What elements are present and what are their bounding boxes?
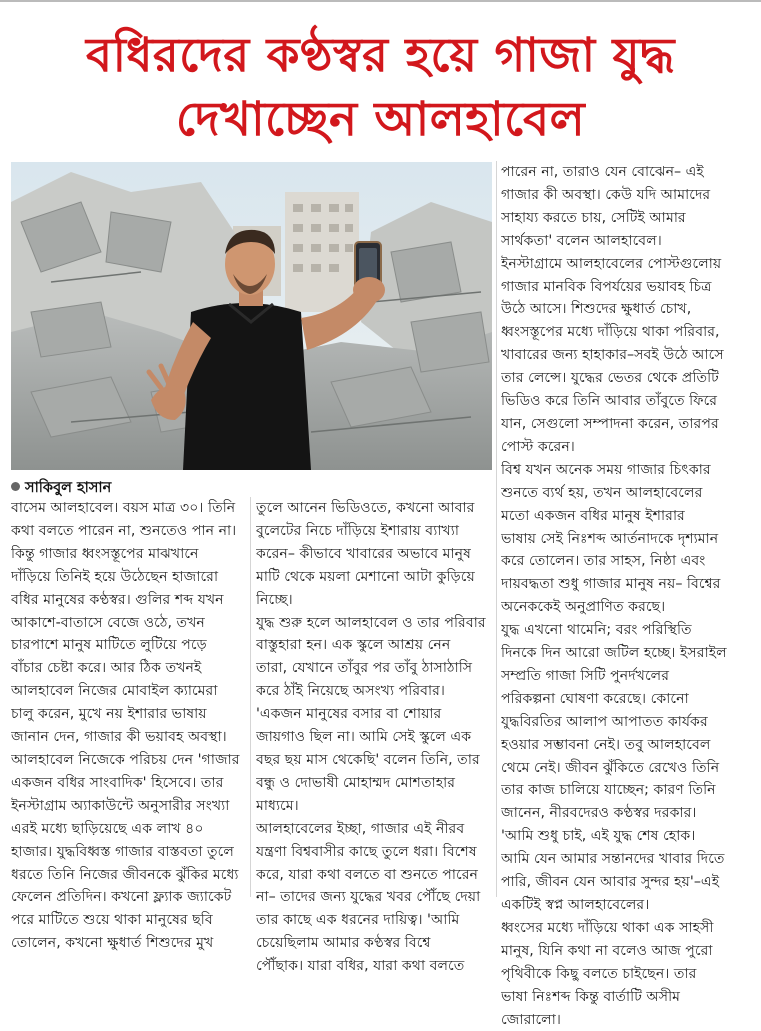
text-line: পৃথিবীকে কিছু বলতে চাইছেন। তার xyxy=(501,965,697,982)
text-line: তার কাছে এক ধরনের দায়িত্ব। 'আমি xyxy=(256,912,460,929)
text-line: যুদ্ধ এখনো থামেনি; বরং পরিস্থিতি xyxy=(501,622,692,639)
text-line: করে ঠাঁই নিয়েছে অসংখ্য পরিবার। xyxy=(256,683,446,700)
text-line: করে, যারা কথা বলতে বা শুনতে পারেন xyxy=(256,866,479,883)
text-line: পারেন না, তারাও যেন বোঝেন– এই xyxy=(501,164,704,180)
text-line: বছর ছয় মাস থেকেছি' বলেন তিনি, তার xyxy=(256,751,480,768)
headline xyxy=(0,24,761,152)
text-line: চারপাশে মানুষ মাটিতে লুটিয়ে পড়ে xyxy=(11,637,207,654)
text-line: তার লেন্সে। যুদ্ধের ভেতর থেকে প্রতিটি xyxy=(501,370,719,387)
text-line: করে তোলেন। তার সাহস, নিষ্ঠা এবং xyxy=(501,553,706,570)
text-line: তুলে আনেন ভিডিওতে, কখনো আবার xyxy=(256,500,475,516)
text-line: আলহাবেলের ইচ্ছা, গাজার এই নীরব xyxy=(256,820,465,837)
article-column-1 xyxy=(11,497,245,955)
text-line: অনেককেই অনুপ্রাণিত করছে। xyxy=(501,599,666,616)
text-line: আলহাবেল নিজের মোবাইল ক্যামেরা xyxy=(11,683,218,700)
text-line: করেন– কীভাবে খাবারের অভাবে মানুষ xyxy=(256,545,471,562)
text-line: ইনস্টাগ্রাম অ্যাকাউন্টে অনুসারীর সংখ্যা xyxy=(11,797,230,814)
text-line: পৌঁছাক। যারা বধির, যারা কথা বলতে xyxy=(256,958,465,975)
selfie-in-rubble-illustration xyxy=(11,162,492,470)
text-line: ভাষায় সেই নিঃশব্দ আর্তনাদকে দৃশ্যমান xyxy=(501,530,719,547)
text-line: নিচ্ছে। xyxy=(256,591,293,608)
text-line: পরে মাটিতে শুয়ে থাকা মানুষের ছবি xyxy=(11,912,213,929)
text-line: বিশ্ব যখন অনেক সময় গাজার চিৎকার xyxy=(501,461,711,478)
text-line: মাটি থেকে ময়লা মেশানো আটা কুড়িয়ে xyxy=(256,568,475,585)
text-line: ধ্বংসস্তূপের মধ্যে দাঁড়িয়ে থাকা পরিবার, xyxy=(501,324,720,341)
top-rule xyxy=(0,0,761,2)
text-line: একটিই স্বপ্ন আলহাবেলের। xyxy=(501,897,650,913)
text-line: বুলেটের নিচে দাঁড়িয়ে ইশারায় ব্যাখ্যা xyxy=(256,522,459,539)
text-line: কিন্তু গাজার ধ্বংসস্তূপের মাঝখানে xyxy=(11,545,199,562)
text-line: চেয়েছিলাম আমার কণ্ঠস্বর বিশ্বে xyxy=(256,935,431,952)
news-photo xyxy=(11,162,492,470)
text-line: আলহাবেল নিজেকে পরিচয় দেন 'গাজার xyxy=(11,751,240,768)
text-line: তার কাজ চালিয়ে যাচ্ছেন; কারণ তিনি xyxy=(501,782,716,799)
text-line: সম্প্রতি গাজা সিটি পুনর্দখলের xyxy=(501,667,670,684)
text-line: পোস্ট করেন। xyxy=(501,438,575,455)
text-line: দিনকে দিন আরো জটিল হচ্ছে। ইসরাইল xyxy=(501,645,727,662)
text-line: থেমে নেই। জীবন ঝুঁকিতে রেখেও তিনি xyxy=(501,759,720,776)
article-column-3 xyxy=(501,161,749,1031)
text-line: বাসেম আলহাবেল। বয়স মাত্র ৩০। তিনি xyxy=(11,500,236,516)
text-line: পারি, জীবন যেন আবার সুন্দর হয়'–এই xyxy=(501,874,720,891)
text-line: বধির মানুষের কণ্ঠস্বর। গুলির শব্দ যখন xyxy=(11,591,224,608)
text-line: কথা বলতে পারেন না, শুনতেও পান না। xyxy=(11,522,237,539)
bullet-icon xyxy=(11,482,20,491)
text-line: ভাষা নিঃশব্দ কিন্তু বার্তাটি অসীম xyxy=(501,988,681,1005)
text-line: ইনস্টাগ্রামে আলহাবেলের পোস্টগুলোয় xyxy=(501,255,722,272)
article-column-2 xyxy=(256,497,490,978)
text-line: শুনতে ব্যর্থ হয়, তখন আলহাবেলের xyxy=(501,484,703,501)
text-line: জানেন, নীরবদেরও কণ্ঠস্বর দরকার। xyxy=(501,805,697,822)
text-line: সার্থকতা' বলেন আলহাবেল। xyxy=(501,232,662,249)
text-line: ফেলেন প্রতিদিন। কখনো ফ্ল্যাক জ্যাকেট xyxy=(11,889,232,906)
column-divider-1 xyxy=(250,497,251,897)
text-line: হাজার। যুদ্ধবিধ্বস্ত গাজার বাস্তবতা তুলে xyxy=(11,843,234,860)
text-line: জায়গাও ছিল না। আমি সেই স্কুলে এক xyxy=(256,729,472,746)
text-line: যান, সেগুলো সম্পাদনা করেন, তারপর xyxy=(501,415,719,432)
text-line: না– তাদের জন্য যুদ্ধের খবর পৌঁছে দেয়া xyxy=(256,889,481,906)
text-line: আমি যেন আমার সন্তানদের খাবার দিতে xyxy=(501,851,725,868)
column-divider-2 xyxy=(496,161,497,897)
text-line: ভিডিও করে তিনি আবার তাঁবুতে ফিরে xyxy=(501,393,718,410)
text-line: যন্ত্রণা বিশ্ববাসীর কাছে তুলে ধরা। বিশেষ xyxy=(256,843,477,860)
text-line: বাঁচার চেষ্টা করে। আর ঠিক তখনই xyxy=(11,660,202,677)
text-line: গাজার মানবিক বিপর্যয়ের ভয়াবহ চিত্র xyxy=(501,278,712,295)
text-line: তারা, যেখানে তাঁবুর পর তাঁবু ঠাসাঠাসি xyxy=(256,660,473,677)
text-line: ধ্বংসের মধ্যে দাঁড়িয়ে থাকা এক সাহসী xyxy=(501,919,714,936)
text-line: উঠে আসে। শিশুদের ক্ষুধার্ত চোখ, xyxy=(501,301,692,318)
text-line: মাধ্যমে। xyxy=(256,797,299,814)
text-line: মানুষ, যিনি কথা না বলেও আজ পুরো xyxy=(501,942,713,959)
headline-line-1: বধিরদের কণ্ঠস্বর হয়ে গাজা যুদ্ধ xyxy=(85,28,676,83)
author-name: সাকিবুল হাসান xyxy=(25,480,112,496)
text-line: তোলেন, কখনো ক্ষুধার্ত শিশুদের মুখ xyxy=(11,935,214,952)
text-line: এরই মধ্যে ছাড়িয়েছে এক লাখ ৪০ xyxy=(11,820,204,837)
text-line: জোরালো। xyxy=(501,1011,561,1028)
text-line: বাস্তুহারা হন। এক স্কুলে আশ্রয় নেন xyxy=(256,637,451,654)
text-line: দায়বদ্ধতা শুধু গাজার মানুষ নয়– বিশ্বের xyxy=(501,576,721,593)
text-line: যুদ্ধ শুরু হলে আলহাবেল ও তার পরিবার xyxy=(256,614,486,631)
text-line: 'একজন মানুষের বসার বা শোয়ার xyxy=(256,706,442,723)
text-line: যুদ্ধবিরতির আলাপ আপাতত কার্যকর xyxy=(501,713,708,730)
text-line: মতো একজন বধির মানুষ ইশারার xyxy=(501,507,685,524)
text-line: পরিকল্পনা ঘোষণা করেছে। কোনো xyxy=(501,690,689,707)
text-line: আকাশে-বাতাসে বেজে ওঠে, তখন xyxy=(11,614,205,631)
text-line: হওয়ার সম্ভাবনা নেই। তবু আলহাবেল xyxy=(501,736,711,753)
text-line: খাবারের জন্য হাহাকার–সবই উঠে আসে xyxy=(501,347,724,364)
text-line: সাহায্য করতে চায়, সেটিই আমার xyxy=(501,209,686,226)
headline-line-2: দেখাচ্ছেন আলহাবেল xyxy=(175,92,586,147)
text-line: দাঁড়িয়ে তিনিই হয়ে উঠেছেন হাজারো xyxy=(11,568,219,585)
text-line: গাজার কী অবস্থা। কেউ যদি আমাদের xyxy=(501,186,711,203)
text-line: জানান দেন, গাজার কী ভয়াবহ অবস্থা। xyxy=(11,729,227,746)
text-line: একজন বধির সাংবাদিক' হিসেবে। তার xyxy=(11,774,224,791)
text-line: 'আমি শুধু চাই, এই যুদ্ধ শেষ হোক। xyxy=(501,828,696,845)
text-line: চালু করেন, মুখে নয় ইশারার ভাষায় xyxy=(11,706,207,723)
text-line: ধরতে তিনি নিজের জীবনকে ঝুঁকির মধ্যে xyxy=(11,866,239,883)
text-line: বন্ধু ও দোভাষী মোহাম্মদ মোশতাহার xyxy=(256,774,456,791)
